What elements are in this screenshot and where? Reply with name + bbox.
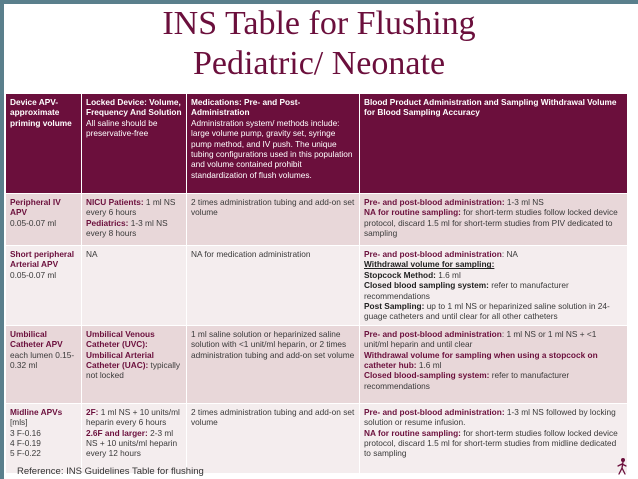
- table-header-row: [6, 94, 628, 194]
- table-row: [6, 194, 628, 246]
- cell-device: Short peripheral Arterial APV 0.05-0.07 ml: [6, 246, 82, 326]
- cell-blood: Pre- and post-blood administration: 1 ml NS or 1 ml NS + <1 unit/ml heparin and until clear Withdrawal volume for sampling when using a stopcock on catheter hub: 1.6 ml Closed blood-sampling system: refer to manufacturer recommendations: [360, 325, 628, 403]
- cell-device: Umbilical Catheter APV each lumen 0.15-0.32 ml: [6, 325, 82, 403]
- title-line-1: INS Table for Flushing: [162, 5, 476, 42]
- header-device: Device APV-approximate priming volume: [6, 94, 82, 194]
- cell-device: Peripheral IV APV 0.05-0.07 ml: [6, 194, 82, 246]
- cell-lock: NA: [82, 246, 187, 326]
- cell-meds: NA for medication administration: [187, 246, 360, 326]
- slide-title: [0, 4, 638, 84]
- cell-meds: 1 ml saline solution or heparinized saline solution with <1 unit/ml heparin, or 2 times administration tubing and add-on set volume: [187, 325, 360, 403]
- cell-meds: 2 times administration tubing and add-on set volume: [187, 194, 360, 246]
- cell-blood: Pre- and post-blood administration: 1-3 ml NS followed by locking solution or resume infusion. NA for routine sampling: for short-term studies follow locked device protocol, discard 1.5 ml for short-term studies from midline dedicated to sampling: [360, 403, 628, 473]
- cell-blood: Pre- and post-blood administration: NA Withdrawal volume for sampling: Stopcock Method: 1.6 ml Closed blood sampling system: refer to manufacturer recommendations Post Sampling: up to 1 ml NS or heparinized saline solution in 24-guage catheters and until clear for all other catheters: [360, 246, 628, 326]
- flushing-table: [5, 93, 628, 474]
- header-locked-device: Locked Device: Volume, Frequency And Solution All saline should be preservative-free: [82, 94, 187, 194]
- title-line-2: Pediatric/ Neonate: [192, 45, 446, 82]
- cell-lock: 2F: 1 ml NS + 10 units/ml heparin every 6 hours 2.6F and larger: 2-3 ml NS + 10 units/ml heparin every 12 hours: [82, 403, 187, 473]
- cell-lock: Umbilical Venous Catheter (UVC): Umbilical Arterial Catheter (UAC): typically not locked: [82, 325, 187, 403]
- reference-note: Reference: INS Guidelines Table for flushing: [17, 466, 204, 477]
- table-row: [6, 325, 628, 403]
- cell-blood: Pre- and post-blood administration: 1-3 ml NS NA for routine sampling: for short-term studies follow locked device protocol, discard 1.5 ml for short-term studies from PIV dedicated to sampling: [360, 194, 628, 246]
- table-row: [6, 403, 628, 473]
- header-medications: Medications: Pre- and Post-Administration Administration system/ methods include: large volume pump, gravity set, syringe pump method, and IV push. The unique tubing configurations used in this population and volume contained prohibit standardization of flush volumes.: [187, 94, 360, 194]
- cell-lock: NICU Patients: 1 ml NS every 6 hours Pediatrics: 1-3 ml NS every 8 hours: [82, 194, 187, 246]
- cell-device: Midline APVs [mls] 3 F-0.16 4 F-0.19 5 F-0.22: [6, 403, 82, 473]
- cell-meds: 2 times administration tubing and add-on set volume: [187, 403, 360, 473]
- header-blood-product: Blood Product Administration and Sampling Withdrawal Volume for Blood Sampling Accuracy: [360, 94, 628, 194]
- table-row: [6, 246, 628, 326]
- walking-person-icon: [614, 457, 632, 477]
